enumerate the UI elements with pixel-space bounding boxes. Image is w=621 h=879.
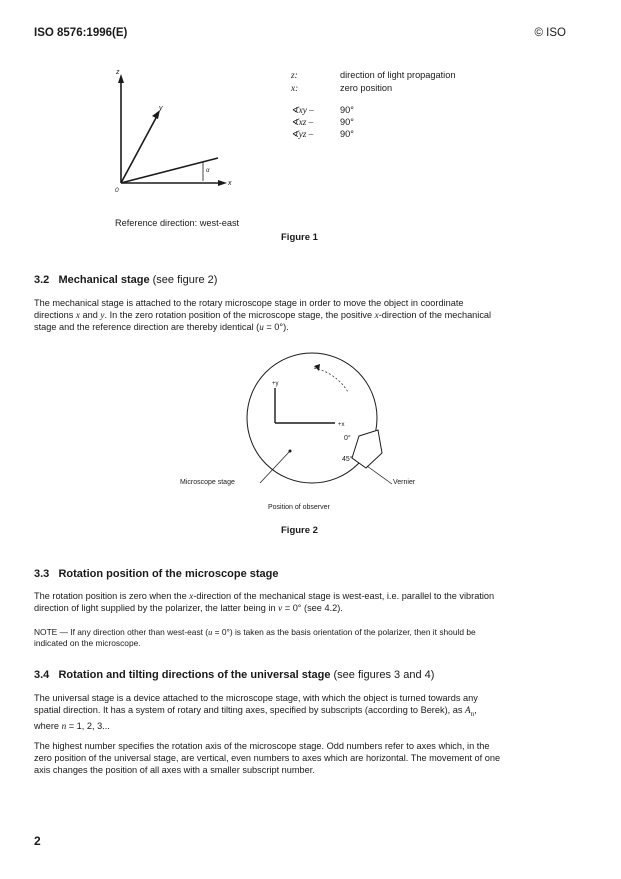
angle-xy-value: 90°: [340, 105, 354, 115]
section-3-4-heading: 3.4 Rotation and tilting directions of the universal stage (see figures 3 and 4): [34, 669, 435, 681]
page-number: 2: [34, 834, 41, 848]
angle-label: α: [206, 168, 210, 174]
zero-mark: 0°: [344, 435, 351, 442]
legend-text-z: direction of light propagation: [340, 70, 456, 80]
stage-dot: [289, 450, 292, 453]
section-3-4-paragraph-2: The highest number specifies the rotation axis of the microscope stage. Odd numbers refer to axes which, in the zero position of the universal stage, are vertical, even numbers to axes which are horizontal. The movement of one axis changes the position of all axes with a smaller subscript number.: [34, 741, 501, 775]
section-3-3-paragraph: The rotation position is zero when the x-direction of the mechanical stage is west-east, i.e. parallel to the vibration direction of light supplied by the polarizer, the latter being in v = 0° (see 4.2).: [34, 591, 495, 613]
copyright: © ISO: [534, 27, 566, 39]
section-3-2-paragraph: The mechanical stage is attached to the rotary microscope stage in order to move the object in coordinate directions x and y. In the zero rotation position of the microscope stage, the positive x-direction of the mechanical stage and the reference direction are thereby identical (u = 0°).: [34, 298, 492, 332]
angle-xz-value: 90°: [340, 117, 354, 127]
angle-yz-value: 90°: [340, 129, 354, 139]
vernier-pointer: [367, 466, 392, 484]
y-label: y: [159, 105, 163, 112]
plus-y-label: +y: [272, 381, 279, 387]
standard-number: ISO 8576:1996(E): [34, 27, 128, 39]
angle-xz: ∢xz –: [291, 117, 314, 127]
section-3-3-note: NOTE — If any direction other than west-east (u = 0°) is taken as the basis orientation of the polarizer, then it should be indicated on the microscope.: [34, 627, 476, 648]
origin-label: 0: [115, 187, 119, 194]
microscope-stage-label: Microscope stage: [180, 479, 235, 486]
angle-yz: ∢yz –: [291, 129, 314, 139]
section-3-3-heading: 3.3 Rotation position of the microscope stage: [34, 568, 279, 580]
legend-symbol-x: x:: [291, 83, 299, 93]
rotation-arrowhead: [314, 364, 320, 371]
vernier-label: Vernier: [393, 479, 416, 486]
reference-direction: Reference direction: west-east: [115, 218, 240, 228]
legend-symbol-z: z:: [291, 70, 298, 80]
angle-45-mark: 45°: [342, 456, 353, 463]
legend-text-x: zero position: [340, 83, 393, 93]
vernier-box: [352, 430, 382, 468]
x-label: x: [228, 180, 232, 187]
rotation-arc: [314, 368, 348, 392]
figure1-caption: Figure 1: [281, 232, 318, 243]
section-3-2-heading: 3.2 Mechanical stage (see figure 2): [34, 274, 218, 286]
stage-pointer: [260, 451, 290, 483]
plus-x-label: +x: [338, 422, 345, 428]
z-label: z: [116, 69, 120, 76]
observer-label: Position of observer: [268, 504, 330, 511]
angle-xy: ∢xy –: [291, 105, 314, 115]
section-3-4-paragraph-1: The universal stage is a device attached to the microscope stage, with which the object is turned towards any spatial direction. It has a system of rotary and tilting axes, specified by subscripts (according to Berek), as $A_n$, where n = 1, 2, 3...: [34, 693, 478, 731]
figure2-caption: Figure 2: [281, 525, 318, 536]
stage-circle: [247, 353, 377, 483]
